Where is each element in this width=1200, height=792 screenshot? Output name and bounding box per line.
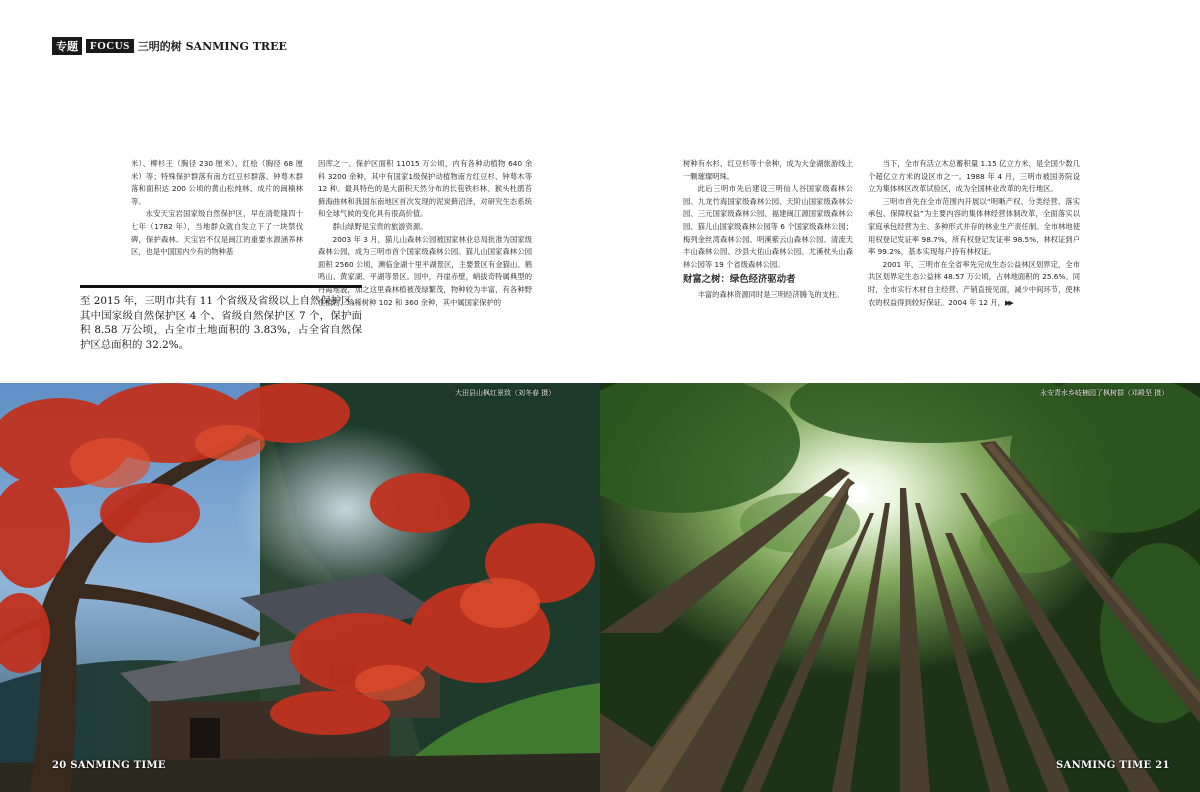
paragraph: 群山绿野是宝贵的旅游资源。 xyxy=(332,221,428,231)
text-column-3 xyxy=(683,158,853,302)
pull-quote: 至 2015 年，三明市共有 11 个省级及省级以上自然保护区，其中国家级自然保护区 4 个、省级自然保护区 7 个，保护面积 8.58 万公顷，占全市土地面积的 3.83%，占全省自然保护区总面积的 32.2%。 xyxy=(80,295,362,351)
section-focus-label: FOCUS xyxy=(86,39,134,53)
photo-caption-left: 大田县山枫红景致（刘冬春 摄） xyxy=(455,389,556,397)
photo-maple-village xyxy=(0,383,600,792)
paragraph: 当下，全市有活立木总蓄积量 1.15 亿立方米，是全国少数几个超亿立方米的设区市之一。1988 年 4 月，三明市被国务院设立为集体林区改革试验区，成为全国林业改革的先行地区。 xyxy=(868,159,1080,194)
text-column-1 xyxy=(131,158,303,259)
photo-caption-right: 永安青水乡岐楠园了枫树群（邓殿坚 摄） xyxy=(1040,389,1169,397)
photo-tall-forest xyxy=(600,383,1200,792)
paragraph: 三明市首先在全市范围内开展以“明晰产权、分类经营、落实承包、保障权益”为主要内容的集体林经营体制改革，全面落实以家庭承包经营为主、多种形式并存的林业生产责任制。全市林地使用权登记发证率 98.7%，所有权登记发证率 98.5%，林权证到户率 99.2%，基本实现每户持有林权证。 xyxy=(868,196,1080,257)
paragraph-text: 2001 年，三明市在全省率先完成生态公益林区划界定，全市共区划界定生态公益林 48.57 万公顷，占林地面积的 25.6%。同时，全市实行木材自主经营、产销直接见面，减少中间环节，使林农的权益得到较好保证。2004 年 12 月， xyxy=(868,259,1080,307)
continue-arrow-icon: ▶▶ xyxy=(1004,298,1012,307)
subheading: 财富之树：绿色经济驱动者 xyxy=(683,274,796,286)
paragraph: 永安天宝岩国家级自然保护区，早在清乾隆四十七年（1782 年），当地群众就自发立下了一块禁伐碑，保护森林。天宝岩不仅是闽江的重要水源涵养林区，也是中国国内少有的物种基 xyxy=(131,209,303,257)
paragraph: 丰富的森林资源同时是三明经济腾飞的支柱。 xyxy=(697,290,844,300)
tall-forest-image xyxy=(600,383,1200,792)
paragraph xyxy=(868,259,1080,309)
section-header xyxy=(52,37,287,55)
maple-village-image xyxy=(0,383,600,792)
section-title: 三明的树 SANMING TREE xyxy=(137,40,287,53)
paragraph: 因库之一。保护区面积 11015 万公顷，内有各种动植物 640 余科 3200 余种，其中有国家1级保护动植物南方红豆杉、钟萼木等 12 种。最具特色的是大面积天然分布的长苞铁杉林、猴头杜鹃苔藓海曲林和我国东南地区首次发现的泥炭藓沼泽，对研究生态系统和全球气候的变化具有很高价值。 xyxy=(318,159,532,219)
text-column-2 xyxy=(318,158,532,309)
paragraph: 2003 年 3 月，猫儿山森林公园被国家林业总局批准为国家级森林公园，成为三明市首个国家级森林公园。猫儿山国家森林公园面积 2560 公顷，濒临金湖十里平湖景区，主要景区有金猫山、鹤鸣山、黄家湖、平湖等景区。园中，丹崖赤壁，峭拔奇特属典型的丹霞地貌，加之这里森林植被茂绿繁茂，物种较为丰富，有各种野生植物、珍稀树种 102 和 360 余种，其中属国家保护的 xyxy=(318,234,532,307)
paragraph: 树种有水杉、红豆杉等十余种，成为大金湖旅游线上一颗璀璨明珠。 xyxy=(683,159,853,181)
section-label: 专题 xyxy=(52,37,82,55)
page-number-right: SANMING TIME 21 xyxy=(1056,760,1170,771)
page-number-left: 20 SANMING TIME xyxy=(52,760,166,771)
paragraph: 米）、柳杉王（胸径 230 厘米）、红桧（胸径 68 厘米）等；特殊保护群落有南方红豆杉群落、钟萼木群落和面积达 200 公顷的黄山松纯林、成片的闽楠林等。 xyxy=(131,159,303,206)
text-column-4 xyxy=(868,158,1080,309)
paragraph: 此后三明市先后建设三明仙人谷国家级森林公园、九龙竹海国家级森林公园、天阶山国家级森林公园、三元国家级森林公园、福建闽江源国家级森林公园、猫儿山国家级森林公园等 6 个国家级森林公园；梅列金丝湾森林公园、明溪紫云山森林公园、清流天丰山森林公园、沙县大佑山森林公园、尤溪枕头山森林公园等 19 个省级森林公园。 xyxy=(683,184,853,269)
